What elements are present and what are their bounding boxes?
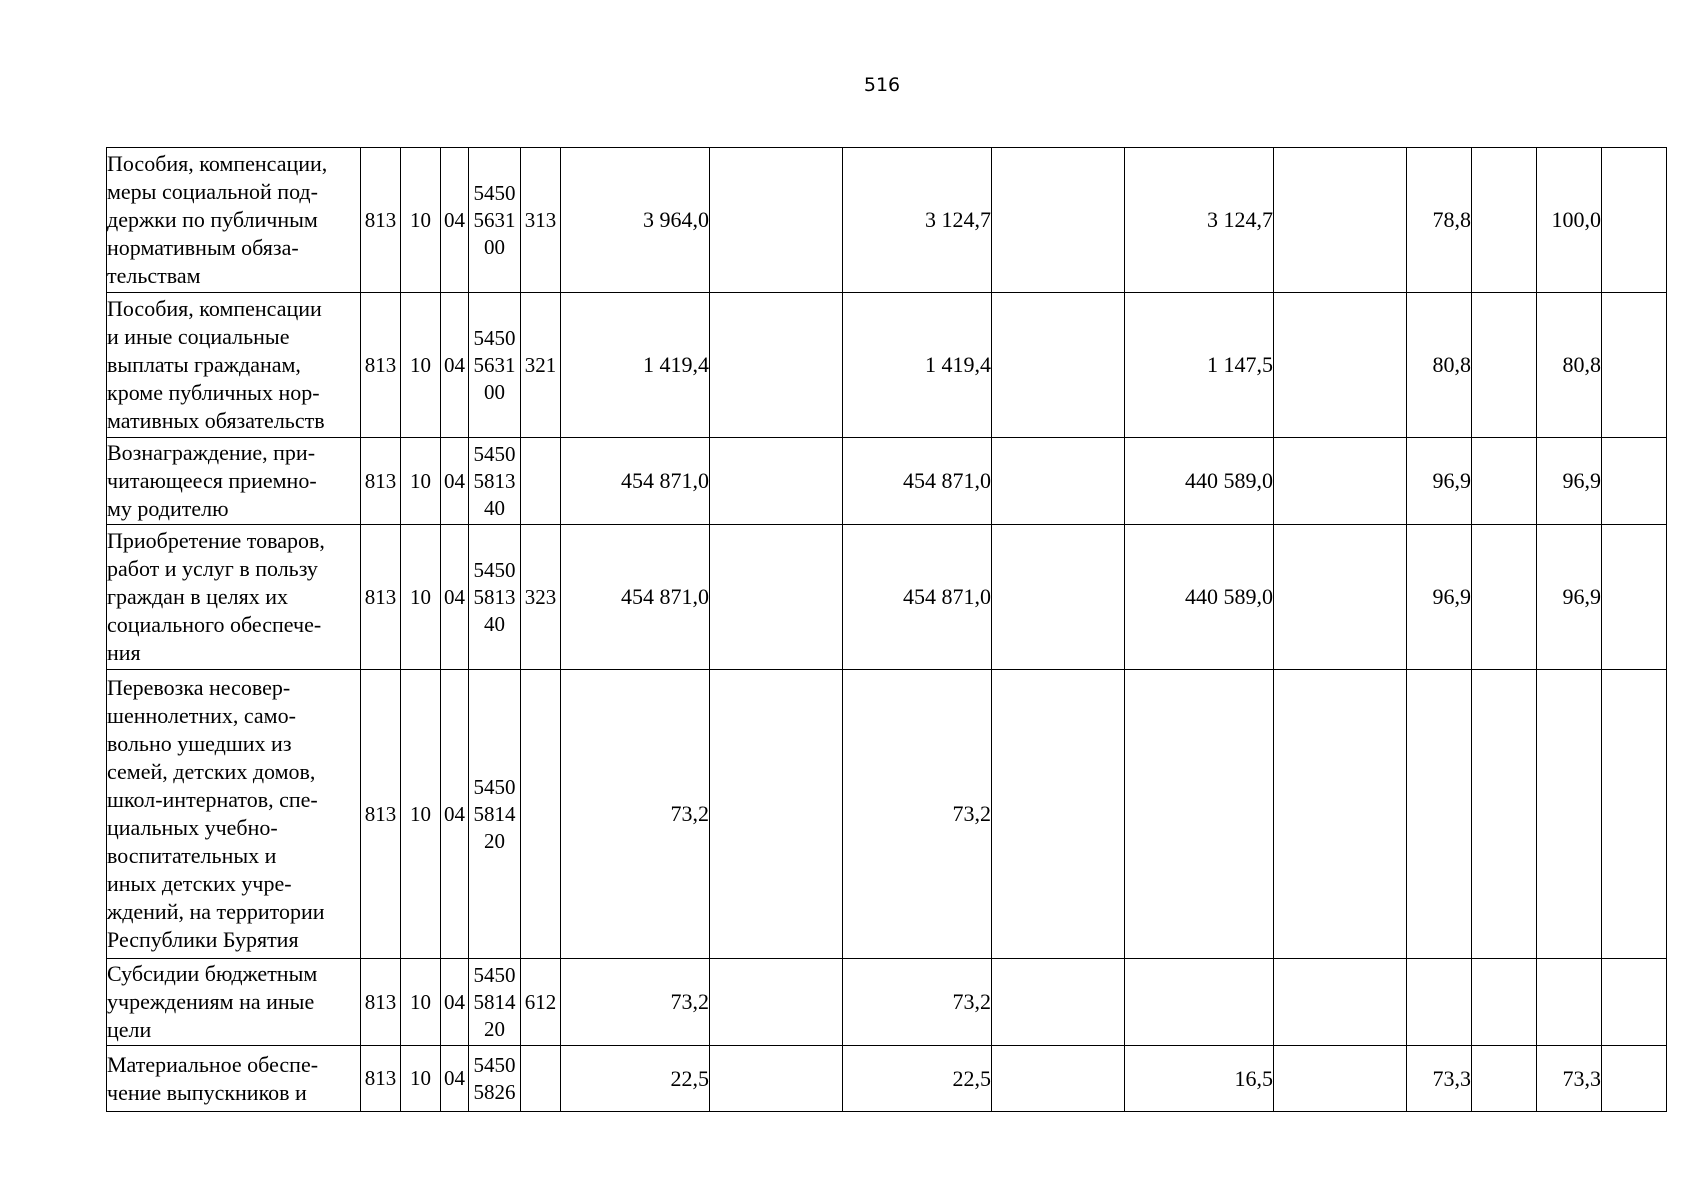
value-3: 1 147,5 <box>1125 293 1274 438</box>
row-name: Субсидии бюджетным учреждениям на иные цели <box>107 959 361 1046</box>
percent-2: 100,0 <box>1537 148 1602 293</box>
pr-code: 04 <box>441 670 469 959</box>
csr-code: 5450 5631 00 <box>469 148 521 293</box>
row-name: Приобретение товаров, работ и услуг в пользу граждан в целях их социального обеспече- ния <box>107 525 361 670</box>
percent-2 <box>1537 670 1602 959</box>
empty-cell <box>1274 670 1407 959</box>
csr-code: 5450 5814 20 <box>469 670 521 959</box>
empty-cell <box>710 670 843 959</box>
rz-code: 10 <box>401 1046 441 1112</box>
value-1: 454 871,0 <box>561 525 710 670</box>
value-3: 3 124,7 <box>1125 148 1274 293</box>
percent-1: 96,9 <box>1407 438 1472 525</box>
pr-code: 04 <box>441 525 469 670</box>
empty-cell <box>992 525 1125 670</box>
empty-cell <box>710 525 843 670</box>
empty-cell <box>1472 148 1537 293</box>
empty-cell <box>1274 1046 1407 1112</box>
vr-code: 612 <box>521 959 561 1046</box>
table-row <box>107 1046 1667 1112</box>
value-2: 1 419,4 <box>843 293 992 438</box>
table-row <box>107 959 1667 1046</box>
percent-1: 96,9 <box>1407 525 1472 670</box>
empty-cell <box>992 293 1125 438</box>
gr-code: 813 <box>361 1046 401 1112</box>
empty-cell <box>1602 670 1667 959</box>
value-2: 454 871,0 <box>843 438 992 525</box>
gr-code: 813 <box>361 670 401 959</box>
percent-1: 78,8 <box>1407 148 1472 293</box>
value-2: 73,2 <box>843 670 992 959</box>
value-3: 440 589,0 <box>1125 525 1274 670</box>
value-3: 16,5 <box>1125 1046 1274 1112</box>
value-3 <box>1125 670 1274 959</box>
empty-cell <box>1274 525 1407 670</box>
pr-code: 04 <box>441 959 469 1046</box>
value-2: 73,2 <box>843 959 992 1046</box>
vr-code: 321 <box>521 293 561 438</box>
rz-code: 10 <box>401 670 441 959</box>
empty-cell <box>1602 148 1667 293</box>
empty-cell <box>992 959 1125 1046</box>
row-name: Вознаграждение, при- читающееся приемно- му родителю <box>107 438 361 525</box>
empty-cell <box>1472 438 1537 525</box>
row-name: Пособия, компенсации и иные социальные выплаты гражданам, кроме публичных нор- мативных обязательств <box>107 293 361 438</box>
percent-1: 80,8 <box>1407 293 1472 438</box>
percent-2: 96,9 <box>1537 525 1602 670</box>
value-2: 22,5 <box>843 1046 992 1112</box>
empty-cell <box>710 959 843 1046</box>
table-row <box>107 670 1667 959</box>
page-number: 516 <box>863 74 901 96</box>
row-name: Материальное обеспе- чение выпускников и <box>107 1046 361 1112</box>
csr-code: 5450 5814 20 <box>469 959 521 1046</box>
empty-cell <box>1274 293 1407 438</box>
percent-2: 96,9 <box>1537 438 1602 525</box>
empty-cell <box>1274 148 1407 293</box>
row-name: Перевозка несовер- шеннолетних, само- вольно ушедших из семей, детских домов, школ-интернатов, спе- циальных учебно- воспитательных и иных детских учре- ждений, на территории Республики Бурятия <box>107 670 361 959</box>
vr-code <box>521 1046 561 1112</box>
value-1: 73,2 <box>561 670 710 959</box>
empty-cell <box>1602 959 1667 1046</box>
value-1: 1 419,4 <box>561 293 710 438</box>
empty-cell <box>710 1046 843 1112</box>
table-row <box>107 438 1667 525</box>
empty-cell <box>1602 438 1667 525</box>
empty-cell <box>1602 525 1667 670</box>
budget-table <box>106 147 1667 1112</box>
empty-cell <box>992 148 1125 293</box>
empty-cell <box>1274 438 1407 525</box>
csr-code: 5450 5826 <box>469 1046 521 1112</box>
rz-code: 10 <box>401 293 441 438</box>
empty-cell <box>710 148 843 293</box>
table-row <box>107 525 1667 670</box>
empty-cell <box>1602 1046 1667 1112</box>
value-1: 73,2 <box>561 959 710 1046</box>
empty-cell <box>1274 959 1407 1046</box>
value-1: 454 871,0 <box>561 438 710 525</box>
vr-code <box>521 670 561 959</box>
gr-code: 813 <box>361 438 401 525</box>
gr-code: 813 <box>361 525 401 670</box>
value-1: 22,5 <box>561 1046 710 1112</box>
rz-code: 10 <box>401 438 441 525</box>
pr-code: 04 <box>441 148 469 293</box>
table-row <box>107 293 1667 438</box>
value-3: 440 589,0 <box>1125 438 1274 525</box>
row-name: Пособия, компенсации, меры социальной под- держки по публичным нормативным обяза- тельствам <box>107 148 361 293</box>
rz-code: 10 <box>401 959 441 1046</box>
value-3 <box>1125 959 1274 1046</box>
empty-cell <box>1472 959 1537 1046</box>
empty-cell <box>1602 293 1667 438</box>
pr-code: 04 <box>441 438 469 525</box>
vr-code: 323 <box>521 525 561 670</box>
pr-code: 04 <box>441 1046 469 1112</box>
empty-cell <box>1472 293 1537 438</box>
pr-code: 04 <box>441 293 469 438</box>
table-row <box>107 148 1667 293</box>
percent-1 <box>1407 959 1472 1046</box>
empty-cell <box>710 438 843 525</box>
empty-cell <box>992 670 1125 959</box>
rz-code: 10 <box>401 148 441 293</box>
empty-cell <box>992 438 1125 525</box>
percent-2 <box>1537 959 1602 1046</box>
percent-2: 73,3 <box>1537 1046 1602 1112</box>
gr-code: 813 <box>361 959 401 1046</box>
value-1: 3 964,0 <box>561 148 710 293</box>
csr-code: 5450 5813 40 <box>469 525 521 670</box>
value-2: 454 871,0 <box>843 525 992 670</box>
gr-code: 813 <box>361 148 401 293</box>
empty-cell <box>1472 670 1537 959</box>
csr-code: 5450 5631 00 <box>469 293 521 438</box>
gr-code: 813 <box>361 293 401 438</box>
empty-cell <box>710 293 843 438</box>
percent-2: 80,8 <box>1537 293 1602 438</box>
value-2: 3 124,7 <box>843 148 992 293</box>
vr-code: 313 <box>521 148 561 293</box>
percent-1 <box>1407 670 1472 959</box>
empty-cell <box>992 1046 1125 1112</box>
percent-1: 73,3 <box>1407 1046 1472 1112</box>
csr-code: 5450 5813 40 <box>469 438 521 525</box>
empty-cell <box>1472 1046 1537 1112</box>
rz-code: 10 <box>401 525 441 670</box>
empty-cell <box>1472 525 1537 670</box>
vr-code <box>521 438 561 525</box>
